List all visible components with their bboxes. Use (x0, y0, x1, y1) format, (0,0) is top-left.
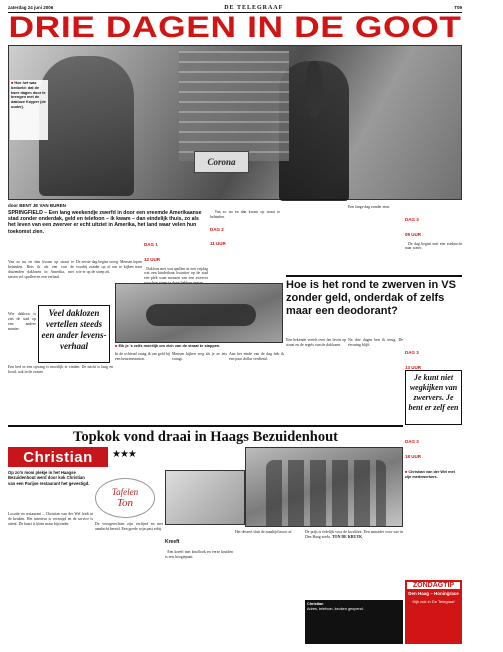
article-body-col3: DAG 1 12 UUR Dakloos met wat spullen in een vrijdag wat een kinderhaar kwartier op de stad een plek waar mensen van een zwerver (144, 241, 208, 281)
article-lead: SPRINGFIELD – Een lang weekendje zwerfd in door een vreemde Amerikaanse stad zonder onderdak, geld en telefoon – ik kwam – dan eindelijk thuis, zo als het leven van een zwerver er echt uitziet in Amerika, het land waar velen hun toekomst zien. (8, 210, 202, 235)
photo-restaurant-team (245, 447, 403, 527)
pull-quote-1: Veel daklozen vertellen steeds een ander levens-verhaal (38, 305, 110, 363)
pull-quote-2: Je kunt niet wegkijken van zwervers. Je bent er zelf een (405, 370, 462, 425)
photo-person-lying (115, 283, 283, 343)
sub-right-c: DAG 3 (405, 349, 419, 355)
sub-dag2: DAG 2 (210, 226, 224, 232)
photo-homeless-woman (8, 45, 462, 200)
article2-body-col5: Het dessert sluit de maaltijd mooi af. (235, 530, 293, 534)
article-body-col5: Wie dakloos is ziet de stad op een andere manier. (8, 312, 37, 331)
byline: door BENT JE VAN BUREN (8, 203, 66, 208)
article-body-col9: Aan het einde van de dag heb ik een paar dollar verdiend. (229, 352, 285, 361)
photo-corona-box: Corona (194, 151, 249, 173)
article-body-right3 (405, 338, 462, 368)
sub-right-a: DAG 3 (405, 216, 419, 222)
article-body-right1: Een lange dag zonder eten. (348, 205, 391, 209)
page-number: T09 (454, 5, 462, 10)
photo-caption-left: ■ Hoe het was bedoeld: dat de twee dagen door te brengen met de dakloze Kuyper (de ouder). (10, 80, 48, 140)
article-body-col11: Na drie dagen ben ik terug. De ervaring blijft. (348, 338, 404, 347)
photo-people (39, 56, 134, 196)
article-body-col4: Van zo nu en dan kwam op straat te belanden. DAG 2 11 UUR (210, 209, 281, 247)
article2-body-col4: Kreeft Een kreeft met knoflook en verse kruiden is een hoogtepunt. (165, 538, 233, 559)
sub-dag1: DAG 1 (144, 241, 158, 247)
sub-right-f: 18 UUR (405, 453, 422, 459)
article2-body-col2: De voorgerechten zijn verfijnd en met aandacht bereid. Een goede wijn past erbij. (95, 522, 164, 531)
article-body-right2: DAG 3 09 UUR De dag begint met een zoektocht naar water. (405, 216, 462, 251)
photo-menu-dish (165, 470, 245, 525)
ad-body: Kijk ook in De Telegraaf (412, 599, 455, 604)
article-body-right4 (405, 427, 462, 459)
article2-body-col6: De prijs is redelijk voor de kwaliteit. Een aanrader voor wie in Den Haag zoekt. TON DE KRUYK (305, 530, 404, 539)
ad-sub: Den Haag – Honingrace (408, 591, 459, 596)
ad-title: ZONDAGTIP (407, 582, 460, 589)
sub-dag2-time: 11 UUR (210, 241, 226, 247)
rating-stars: ★★★ (112, 449, 136, 460)
photo-team-figures (266, 460, 386, 526)
paper-name: DE TELEGRAAF (224, 4, 284, 11)
main-headline: DRIE DAGEN IN DE GOOT (8, 11, 462, 44)
photo-crates (179, 51, 289, 161)
sub-right-d: 13 UUR (405, 364, 422, 370)
article2-lead: Op zo'n mooi plekje in het Haagse Bezuidenhout werd door kok Christian van een Parijse restaurant het gevestigd. (8, 470, 90, 486)
section-divider (8, 425, 403, 427)
article-deck: Hoe is het rond te zwerven in VS zonder geld, onderdak of zelfs maar een deodorant? (286, 275, 462, 335)
photo-figure (279, 61, 349, 201)
article-body-col7: In de ochtend vraag ik om geld bij een benzinestation. (115, 352, 171, 361)
restaurant-logo: Christian (8, 447, 108, 467)
article-body-col6: Een bed in een opvang is moeilijk te vinden. De nacht is lang en koud, ook in de zomer. (8, 365, 114, 374)
sub-kreeft: Kreeft (165, 538, 180, 545)
article-body-col1: Van zo nu en dan kwam op straat te belanden. Reis ik als een van de duizenden daklozen in Amerika, met tassen vol spullen en een verhaal. (8, 260, 75, 279)
issue-date: zaterdag 24 juni 2006 (8, 5, 54, 10)
article2-headline: Topkok vond draai in Haags Bezuidenhout (73, 429, 338, 445)
article-body-col2: De eerste dag begint vroeg. Mensen lopen voorbij zonder op of om te kijken naar wie er op de stoep zit. (76, 260, 143, 274)
sub-right-e: DAG 3 (405, 438, 419, 444)
photo-caption-mid: ■ Elk je 's zelfs moeilijk om zich van de straat te stappen. (115, 343, 221, 348)
article2-body-col1: Locatie en restaurant – Christian van der Wel leidt in de keuken. Het interieur is verzorgd en de service is attent. De kaart is klein maar bijzonder. (8, 512, 94, 526)
photo-caption-team: ■ Christian van der Wel met zijn medewerkers. (405, 470, 455, 479)
sub-right-b: 09 UUR (405, 231, 422, 237)
signoff: TON DE KRUYK (332, 534, 363, 539)
info-box: Christian Adres, telefoon, keuken geopend. (305, 600, 403, 644)
zondagtip-ad (405, 580, 462, 644)
article-body-col10: Een bekende vertelt over het leven op straat en de regels van de daklozen. (286, 338, 347, 347)
sub-dag1-time: 12 UUR (144, 256, 161, 262)
tafelen-logo: Tafelen Ton (95, 478, 155, 518)
article-body-col8: Mensen kijken weg als je ze iets vraagt. (172, 352, 228, 361)
photo-figure-lying (146, 304, 256, 326)
